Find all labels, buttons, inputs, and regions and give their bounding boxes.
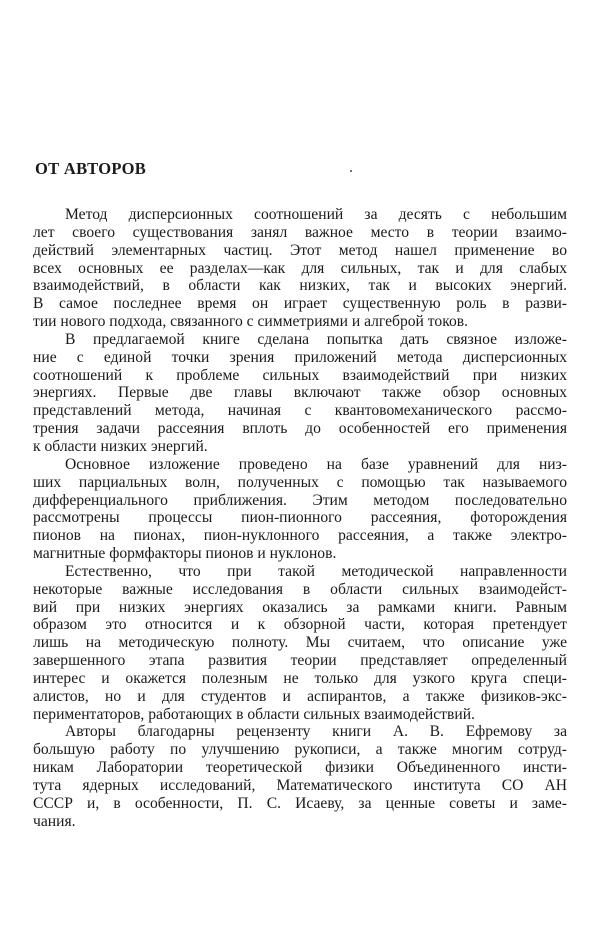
text-line: всех основных ее разделах—как для сильных, так и для слабых: [33, 259, 567, 277]
text-line: взаимодействий, в области как низких, так и высоких энергий.: [33, 277, 567, 295]
page-heading: ОТ АВТОРОВ: [35, 159, 147, 178]
text-line: алистов, но и для студентов и аспирантов, а также физиков-экс-: [33, 687, 567, 705]
text-line: большую работу по улучшению рукописи, а также многим сотруд-: [33, 741, 567, 759]
paragraph: [33, 456, 567, 563]
paragraph: [33, 206, 567, 331]
text-line: некоторые важные исследования в области сильных взаимодейст-: [33, 580, 567, 598]
text-line: образом это относится и к обзорной части, которая претендует: [33, 616, 567, 634]
text-line: чания.: [33, 812, 76, 830]
paragraph: [33, 331, 567, 456]
text-line: соотношений к проблеме сильных взаимодействий при низких: [33, 366, 567, 384]
text-line: дифференциального приближения. Этим методом последовательно: [33, 491, 567, 509]
text-line: никам Лаборатории теоретической физики Объединенного инсти-: [33, 759, 567, 777]
print-speck: [350, 170, 352, 172]
text-line: рассмотрены процессы пион-пионного рассеяния, фоторождения: [33, 509, 567, 527]
text-line: магнитные формфакторы пионов и нуклонов.: [33, 545, 337, 563]
text-line: энергиях. Первые две главы включают также обзор основных: [33, 384, 567, 402]
text-line: вий при низких энергиях оказались за рамками книги. Равным: [33, 598, 567, 616]
text-line: действий элементарных частиц. Этот метод нашел применение во: [33, 241, 567, 259]
text-line: ших парциальных волн, полученных с помощью так называемого: [33, 473, 567, 491]
text-line: СССР и, в особенности, П. С. Исаеву, за ценные советы и заме-: [33, 794, 567, 812]
text-line: Метод дисперсионных соотношений за десять с небольшим: [65, 206, 567, 223]
text-line: пионов на пионах, пион-нуклонного рассеяния, а также электро-: [33, 527, 567, 545]
text-line: В предлагаемой книге сделана попытка дать связное изложе-: [65, 330, 567, 348]
text-line: тута ядерных исследований, Математического института СО АН: [33, 777, 567, 794]
preface-body: [33, 206, 567, 831]
text-line: Авторы благодарны рецензенту книги А. В. Ефремову за: [65, 723, 567, 741]
text-line: к области низких энергий.: [33, 437, 208, 455]
text-line: периментаторов, работающих в области сильных взаимодействий.: [33, 705, 475, 723]
text-line: Основное изложение проведено на базе уравнений для низ-: [65, 455, 567, 473]
text-line: завершенного этапа развития теории представляет определенный: [33, 652, 567, 670]
paragraph: [33, 723, 567, 830]
paragraph: [33, 563, 567, 724]
text-line: лишь на методическую полноту. Мы считаем, что описание уже: [33, 634, 567, 652]
text-line: представлений метода, начиная с квантовомеханического рассмо-: [33, 402, 567, 420]
text-line: трения задачи рассеяния вплоть до особенностей его применения: [33, 420, 567, 438]
text-line: Естественно, что при такой методической направленности: [65, 562, 567, 580]
text-line: тии нового подхода, связанного с симметриями и алгеброй токов.: [33, 313, 469, 331]
text-line: В самое последнее время он играет существенную роль в разви-: [33, 295, 567, 313]
text-line: лет своего существования занял важное место в теории взаимо-: [33, 223, 567, 241]
text-line: интерес и окажется полезным не только для узкого круга специ-: [33, 669, 567, 687]
text-line: ние с единой точки зрения приложений метода дисперсионных: [33, 348, 567, 366]
